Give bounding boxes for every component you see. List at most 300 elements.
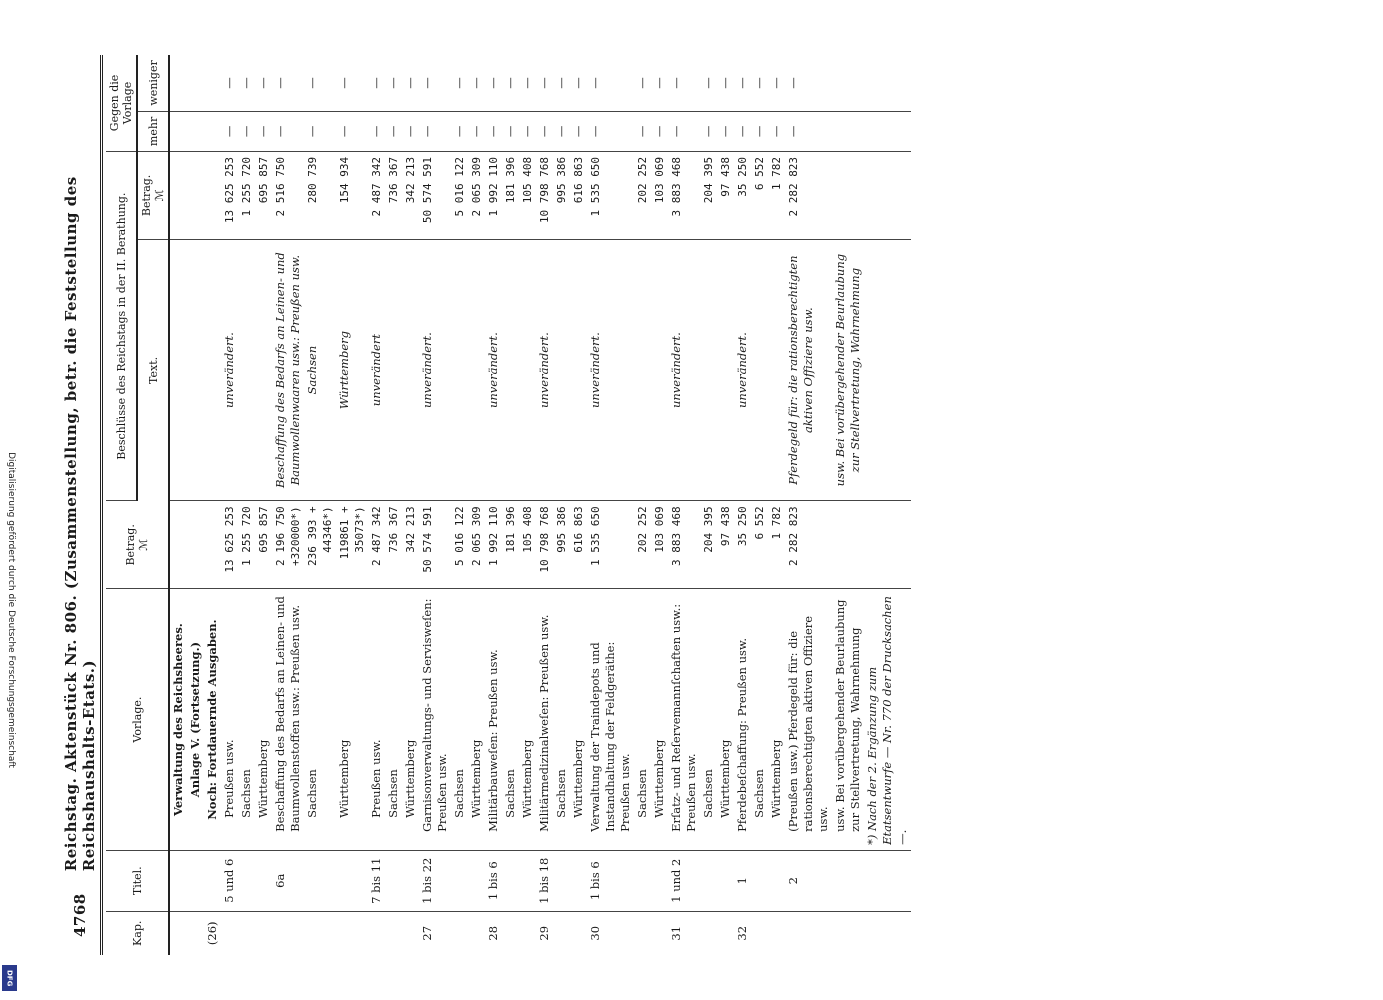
table-row xyxy=(238,55,255,955)
cell-titel xyxy=(204,850,221,911)
cell-titel: 1 bis 6 xyxy=(485,850,502,911)
cell-titel xyxy=(402,850,419,911)
cell-titel: 2 xyxy=(785,850,832,911)
cell-kap: 32 xyxy=(735,925,749,941)
cell-betrag: 97 438 xyxy=(717,501,734,589)
cell-mehr: — xyxy=(700,111,717,151)
cell-text2 xyxy=(553,239,570,501)
cell-betrag2: 1 535 650 xyxy=(587,151,634,239)
table-row xyxy=(304,55,336,955)
cell-betrag2: 2 065 309 xyxy=(468,151,485,239)
cell-mehr: — xyxy=(385,111,402,151)
table-row xyxy=(634,55,651,955)
cell-kap xyxy=(634,911,651,955)
cell-text: Württemberg xyxy=(768,589,785,851)
cell-betrag2 xyxy=(169,151,187,239)
cell-mehr: — xyxy=(221,111,238,151)
cell-weniger: — xyxy=(700,55,717,111)
cell-betrag xyxy=(832,501,864,589)
cell-betrag xyxy=(187,501,204,589)
page-number: 4768 xyxy=(71,893,89,937)
cell-text: Württemberg xyxy=(402,589,419,851)
cell-betrag2: 202 252 xyxy=(634,151,651,239)
table-row xyxy=(751,55,768,955)
cell-text2 xyxy=(402,239,419,501)
cell-text: Sachsen xyxy=(502,589,519,851)
cell-text2 xyxy=(751,239,768,501)
cell-betrag: 6 552 xyxy=(751,501,768,589)
cell-kap xyxy=(768,911,785,955)
col-weniger: weniger xyxy=(137,55,169,111)
cell-betrag: 2 196 750 +320000*) xyxy=(272,501,304,589)
cell-betrag2: 204 395 xyxy=(700,151,717,239)
cell-weniger: — xyxy=(485,55,502,111)
cell-betrag2: 280 739 xyxy=(304,151,336,239)
cell-text: Sachsen xyxy=(238,589,255,851)
cell-weniger: — xyxy=(468,55,485,111)
cell-betrag2: 2 516 750 xyxy=(272,151,304,239)
dfg-logo: DFG xyxy=(2,965,17,991)
cell-kap xyxy=(717,911,734,955)
cell-betrag2: 5 016 122 xyxy=(451,151,468,239)
cell-weniger: — xyxy=(419,55,451,111)
cell-titel: 1 bis 6 xyxy=(587,850,634,911)
cell-text: (Preußen usw.) Pferdegeld für: die rationsberechtigten aktiven Offiziere usw. xyxy=(785,589,832,851)
cell-mehr xyxy=(187,111,204,151)
cell-weniger: — xyxy=(570,55,587,111)
cell-kap xyxy=(864,911,911,955)
cell-mehr: — xyxy=(419,111,451,151)
cell-text: Militärbauweſen: Preußen usw. xyxy=(485,589,502,851)
cell-kap xyxy=(368,911,385,955)
cell-text: Sachsen xyxy=(634,589,651,851)
col-betrag2: Betrag. ℳ xyxy=(137,151,169,239)
table-row xyxy=(485,55,502,955)
cell-betrag2: 695 857 xyxy=(255,151,272,239)
cell-kap xyxy=(785,911,832,955)
cell-titel xyxy=(717,850,734,911)
cell-text: Erſatz- und Reſervemannſchaften usw.: Preußen usw. xyxy=(668,589,700,851)
cell-mehr: — xyxy=(734,111,751,151)
table-row xyxy=(700,55,717,955)
cell-titel xyxy=(451,850,468,911)
cell-mehr: — xyxy=(634,111,651,151)
cell-kap xyxy=(255,911,272,955)
cell-text: Sachsen xyxy=(700,589,717,851)
cell-text2 xyxy=(717,239,734,501)
col-betrag: Betrag. ℳ xyxy=(106,501,169,589)
cell-mehr: — xyxy=(238,111,255,151)
cell-betrag2: 2 487 342 xyxy=(368,151,385,239)
cell-weniger xyxy=(832,55,864,111)
cell-text2: Beschaffung des Bedarfs an Leinen- und Baumwollenwaaren usw.: Preußen usw. xyxy=(272,239,304,501)
cell-text2 xyxy=(238,239,255,501)
cell-text2: Württemberg xyxy=(336,239,368,501)
cell-titel xyxy=(468,850,485,911)
document-page xyxy=(60,55,1330,955)
cell-mehr: — xyxy=(485,111,502,151)
cell-text2 xyxy=(634,239,651,501)
cell-weniger: — xyxy=(536,55,553,111)
cell-weniger: — xyxy=(238,55,255,111)
cell-weniger: — xyxy=(502,55,519,111)
cell-weniger: — xyxy=(717,55,734,111)
cell-betrag2: 616 863 xyxy=(570,151,587,239)
cell-betrag: 181 396 xyxy=(502,501,519,589)
cell-betrag: 1 255 720 xyxy=(238,501,255,589)
cell-titel xyxy=(304,850,336,911)
cell-text: Preußen usw. xyxy=(221,589,238,851)
table-row xyxy=(864,55,911,955)
cell-mehr: — xyxy=(668,111,700,151)
cell-mehr: — xyxy=(651,111,668,151)
cell-kap xyxy=(751,911,768,955)
cell-text2: unverändert. xyxy=(536,239,553,501)
table-row xyxy=(468,55,485,955)
cell-weniger: — xyxy=(519,55,536,111)
cell-text: Preußen usw. xyxy=(368,589,385,851)
cell-betrag2: 995 386 xyxy=(553,151,570,239)
col-vorlage: Vorlage. xyxy=(106,589,169,851)
cell-betrag2: 2 282 823 xyxy=(785,151,832,239)
table-row xyxy=(553,55,570,955)
cell-weniger: — xyxy=(385,55,402,111)
cell-titel xyxy=(768,850,785,911)
cell-titel: 1 und 2 xyxy=(668,850,700,911)
cell-titel xyxy=(336,850,368,911)
cell-weniger xyxy=(169,55,187,111)
cell-betrag2: 154 934 xyxy=(336,151,368,239)
cell-kap xyxy=(468,911,485,955)
cell-titel xyxy=(553,850,570,911)
cell-text2 xyxy=(385,239,402,501)
table-row xyxy=(519,55,536,955)
cell-betrag: 1 535 650 xyxy=(587,501,634,589)
cell-text2: unverändert. xyxy=(668,239,700,501)
cell-mehr: — xyxy=(304,111,336,151)
cell-betrag: 35 250 xyxy=(734,501,751,589)
cell-betrag xyxy=(864,501,911,589)
table-row xyxy=(587,55,634,955)
table-row xyxy=(187,55,204,955)
cell-kap xyxy=(651,911,668,955)
cell-titel xyxy=(169,850,187,911)
cell-text2: unverändert. xyxy=(587,239,634,501)
cell-mehr: — xyxy=(768,111,785,151)
cell-mehr: — xyxy=(587,111,634,151)
col-kap: Kap. xyxy=(106,911,169,955)
cell-text2 xyxy=(255,239,272,501)
cell-text: Württemberg xyxy=(468,589,485,851)
cell-mehr xyxy=(169,111,187,151)
cell-kap: 27 xyxy=(420,925,434,941)
cell-betrag2: 103 069 xyxy=(651,151,668,239)
cell-text: Württemberg xyxy=(651,589,668,851)
cell-titel xyxy=(651,850,668,911)
cell-betrag: 2 487 342 xyxy=(368,501,385,589)
cell-betrag2 xyxy=(832,151,864,239)
cell-titel: 5 und 6 xyxy=(221,850,238,911)
cell-mehr: — xyxy=(272,111,304,151)
table-row xyxy=(734,55,751,955)
cell-mehr: — xyxy=(336,111,368,151)
cell-betrag2: 1 992 110 xyxy=(485,151,502,239)
cell-betrag2: 1 255 720 xyxy=(238,151,255,239)
cell-betrag xyxy=(169,501,187,589)
cell-betrag2: 181 396 xyxy=(502,151,519,239)
cell-kap: 31 xyxy=(669,925,683,941)
cell-mehr: — xyxy=(751,111,768,151)
col-beschluesse: Beschlüsse des Reichstags in der II. Berathung. xyxy=(106,151,137,500)
cell-kap xyxy=(451,911,468,955)
col-titel: Titel. xyxy=(106,850,169,911)
cell-text: Württemberg xyxy=(717,589,734,851)
cell-text2 xyxy=(864,239,911,501)
cell-text2 xyxy=(570,239,587,501)
table-row xyxy=(651,55,668,955)
cell-text: *) Nach der 2. Ergänzung zum Etatsentwurfe — Nr. 770 der Drucksachen —. xyxy=(864,589,911,851)
cell-betrag: 736 367 xyxy=(385,501,402,589)
cell-text2 xyxy=(502,239,519,501)
cell-text: Militärmedizinalweſen: Preußen usw. xyxy=(536,589,553,851)
cell-text2 xyxy=(651,239,668,501)
cell-text2 xyxy=(519,239,536,501)
table-row xyxy=(570,55,587,955)
cell-text: Württemberg xyxy=(519,589,536,851)
table-row xyxy=(536,55,553,955)
cell-kap xyxy=(238,911,255,955)
cell-betrag2: 342 213 xyxy=(402,151,419,239)
funding-note-text: Digitalisierung gefördert durch die Deutsche Forschungsgemeinschaft xyxy=(6,452,16,768)
cell-titel xyxy=(502,850,519,911)
table-row xyxy=(255,55,272,955)
table-row xyxy=(768,55,785,955)
cell-betrag: 50 574 591 xyxy=(419,501,451,589)
table-row xyxy=(368,55,385,955)
page-title: Reichstag. Aktenstück Nr. 806. (Zusammenstellung, betr. die Feststellung des Reichshaushalts-Etats.) xyxy=(62,176,98,872)
cell-mehr: — xyxy=(451,111,468,151)
cell-kap xyxy=(221,911,238,955)
cell-betrag xyxy=(204,501,221,589)
cell-betrag: 1 992 110 xyxy=(485,501,502,589)
cell-text: Verwaltung der Traindepots und Instandhaltung der Feldgeräthe: Preußen usw. xyxy=(587,589,634,851)
cell-text2 xyxy=(451,239,468,501)
cell-text: Württemberg xyxy=(255,589,272,851)
cell-kap xyxy=(553,911,570,955)
cell-kap xyxy=(272,911,304,955)
cell-text2 xyxy=(204,239,221,501)
cell-text2 xyxy=(187,239,204,501)
cell-kap: 28 xyxy=(486,925,500,941)
cell-titel xyxy=(751,850,768,911)
cell-text: Sachsen xyxy=(553,589,570,851)
cell-titel xyxy=(864,850,911,911)
table-row xyxy=(451,55,468,955)
cell-text: Sachsen xyxy=(304,589,336,851)
cell-text: usw. Bei vorübergehender Beurlaubung zur Stellvertretung, Wahrnehmung xyxy=(832,589,864,851)
cell-titel xyxy=(385,850,402,911)
cell-text: Beschaffung des Bedarfs an Leinen- und Baumwollenstoffen usw.: Preußen usw. xyxy=(272,589,304,851)
cell-titel: 1 bis 22 xyxy=(419,850,451,911)
cell-kap xyxy=(832,911,864,955)
cell-text: Noch: Fortdauernde Ausgaben. xyxy=(204,589,221,851)
cell-text: Sachsen xyxy=(385,589,402,851)
cell-betrag2: 35 250 xyxy=(734,151,751,239)
cell-betrag: 5 016 122 xyxy=(451,501,468,589)
cell-weniger: — xyxy=(785,55,832,111)
cell-titel: 7 bis 11 xyxy=(368,850,385,911)
cell-text: Pferdebeſchaffung: Preußen usw. xyxy=(734,589,751,851)
cell-betrag2: 105 408 xyxy=(519,151,536,239)
cell-text2: Pferdegeld für: die rationsberechtigten aktiven Offiziere usw. xyxy=(785,239,832,501)
cell-weniger: — xyxy=(402,55,419,111)
cell-mehr: — xyxy=(570,111,587,151)
cell-text2: usw. Bei vorübergehender Beurlaubung zur Stellvertretung, Wahrnehmung xyxy=(832,239,864,501)
table-row xyxy=(336,55,368,955)
cell-weniger: — xyxy=(368,55,385,111)
table-row xyxy=(221,55,238,955)
cell-mehr: — xyxy=(502,111,519,151)
table-row xyxy=(272,55,304,955)
cell-betrag: 204 395 xyxy=(700,501,717,589)
cell-text: Württemberg xyxy=(570,589,587,851)
cell-mehr: — xyxy=(468,111,485,151)
cell-betrag: 105 408 xyxy=(519,501,536,589)
cell-text2: unverändert. xyxy=(221,239,238,501)
table-row xyxy=(402,55,419,955)
cell-kap: (26) xyxy=(205,921,219,946)
cell-mehr: — xyxy=(402,111,419,151)
cell-mehr xyxy=(832,111,864,151)
table-row xyxy=(717,55,734,955)
cell-betrag: 616 863 xyxy=(570,501,587,589)
table-row xyxy=(385,55,402,955)
cell-weniger xyxy=(864,55,911,111)
cell-text: Sachsen xyxy=(451,589,468,851)
cell-betrag: 236 393 + 44346*) xyxy=(304,501,336,589)
cell-weniger: — xyxy=(634,55,651,111)
cell-titel xyxy=(700,850,717,911)
cell-titel: 6a xyxy=(272,850,304,911)
cell-titel xyxy=(255,850,272,911)
cell-betrag: 2 065 309 xyxy=(468,501,485,589)
cell-kap xyxy=(402,911,419,955)
cell-weniger: — xyxy=(255,55,272,111)
cell-betrag: 1 782 xyxy=(768,501,785,589)
cell-weniger xyxy=(204,55,221,111)
table-row xyxy=(668,55,700,955)
cell-betrag: 202 252 xyxy=(634,501,651,589)
cell-text: Garnisonverwaltungs- und Servisweſen: Preußen usw. xyxy=(419,589,451,851)
table-row xyxy=(419,55,451,955)
table-row xyxy=(832,55,864,955)
cell-weniger: — xyxy=(304,55,336,111)
cell-mehr xyxy=(204,111,221,151)
cell-kap xyxy=(169,911,187,955)
cell-betrag2: 736 367 xyxy=(385,151,402,239)
funding-note xyxy=(0,0,22,1000)
cell-mehr: — xyxy=(536,111,553,151)
cell-titel xyxy=(519,850,536,911)
cell-kap xyxy=(336,911,368,955)
cell-mehr: — xyxy=(519,111,536,151)
cell-betrag2 xyxy=(864,151,911,239)
page-header xyxy=(60,55,103,955)
cell-kap: 29 xyxy=(537,925,551,941)
cell-weniger xyxy=(187,55,204,111)
cell-betrag2: 13 625 253 xyxy=(221,151,238,239)
table-row xyxy=(169,55,187,955)
table-row xyxy=(204,55,221,955)
header-row-1 xyxy=(106,55,137,955)
cell-kap xyxy=(385,911,402,955)
cell-betrag2: 3 883 468 xyxy=(668,151,700,239)
cell-weniger: — xyxy=(751,55,768,111)
cell-weniger: — xyxy=(734,55,751,111)
cell-mehr: — xyxy=(717,111,734,151)
budget-table xyxy=(106,55,911,955)
cell-mehr: — xyxy=(785,111,832,151)
cell-weniger: — xyxy=(221,55,238,111)
cell-text2 xyxy=(468,239,485,501)
cell-text2: unverändert xyxy=(368,239,385,501)
cell-kap xyxy=(519,911,536,955)
col-gegen: Gegen die Vorlage xyxy=(106,55,137,151)
cell-text: Anlage V. (Fortsetzung.) xyxy=(187,589,204,851)
table-row xyxy=(502,55,519,955)
cell-text2: unverändert. xyxy=(485,239,502,501)
cell-weniger: — xyxy=(451,55,468,111)
cell-betrag: 2 282 823 xyxy=(785,501,832,589)
cell-kap xyxy=(502,911,519,955)
cell-mehr: — xyxy=(255,111,272,151)
cell-betrag2 xyxy=(204,151,221,239)
cell-betrag: 995 386 xyxy=(553,501,570,589)
cell-betrag: 695 857 xyxy=(255,501,272,589)
cell-weniger: — xyxy=(553,55,570,111)
cell-text: Sachsen xyxy=(751,589,768,851)
cell-mehr: — xyxy=(553,111,570,151)
cell-kap xyxy=(700,911,717,955)
cell-text2 xyxy=(768,239,785,501)
cell-weniger: — xyxy=(336,55,368,111)
cell-betrag: 10 798 768 xyxy=(536,501,553,589)
cell-weniger: — xyxy=(272,55,304,111)
col-mehr: mehr xyxy=(137,111,169,151)
cell-weniger: — xyxy=(651,55,668,111)
cell-betrag: 119861 + 35073*) xyxy=(336,501,368,589)
cell-titel xyxy=(570,850,587,911)
cell-kap: 30 xyxy=(588,925,602,941)
cell-betrag2: 1 782 xyxy=(768,151,785,239)
cell-betrag2 xyxy=(187,151,204,239)
cell-text2 xyxy=(700,239,717,501)
cell-kap xyxy=(304,911,336,955)
cell-titel xyxy=(832,850,864,911)
cell-titel xyxy=(634,850,651,911)
cell-betrag: 13 625 253 xyxy=(221,501,238,589)
cell-betrag: 342 213 xyxy=(402,501,419,589)
cell-betrag: 3 883 468 xyxy=(668,501,700,589)
cell-weniger: — xyxy=(668,55,700,111)
cell-betrag2: 50 574 591 xyxy=(419,151,451,239)
cell-kap xyxy=(187,911,204,955)
cell-weniger: — xyxy=(768,55,785,111)
cell-kap xyxy=(570,911,587,955)
cell-titel: 1 xyxy=(734,850,751,911)
cell-betrag2: 6 552 xyxy=(751,151,768,239)
cell-titel xyxy=(187,850,204,911)
